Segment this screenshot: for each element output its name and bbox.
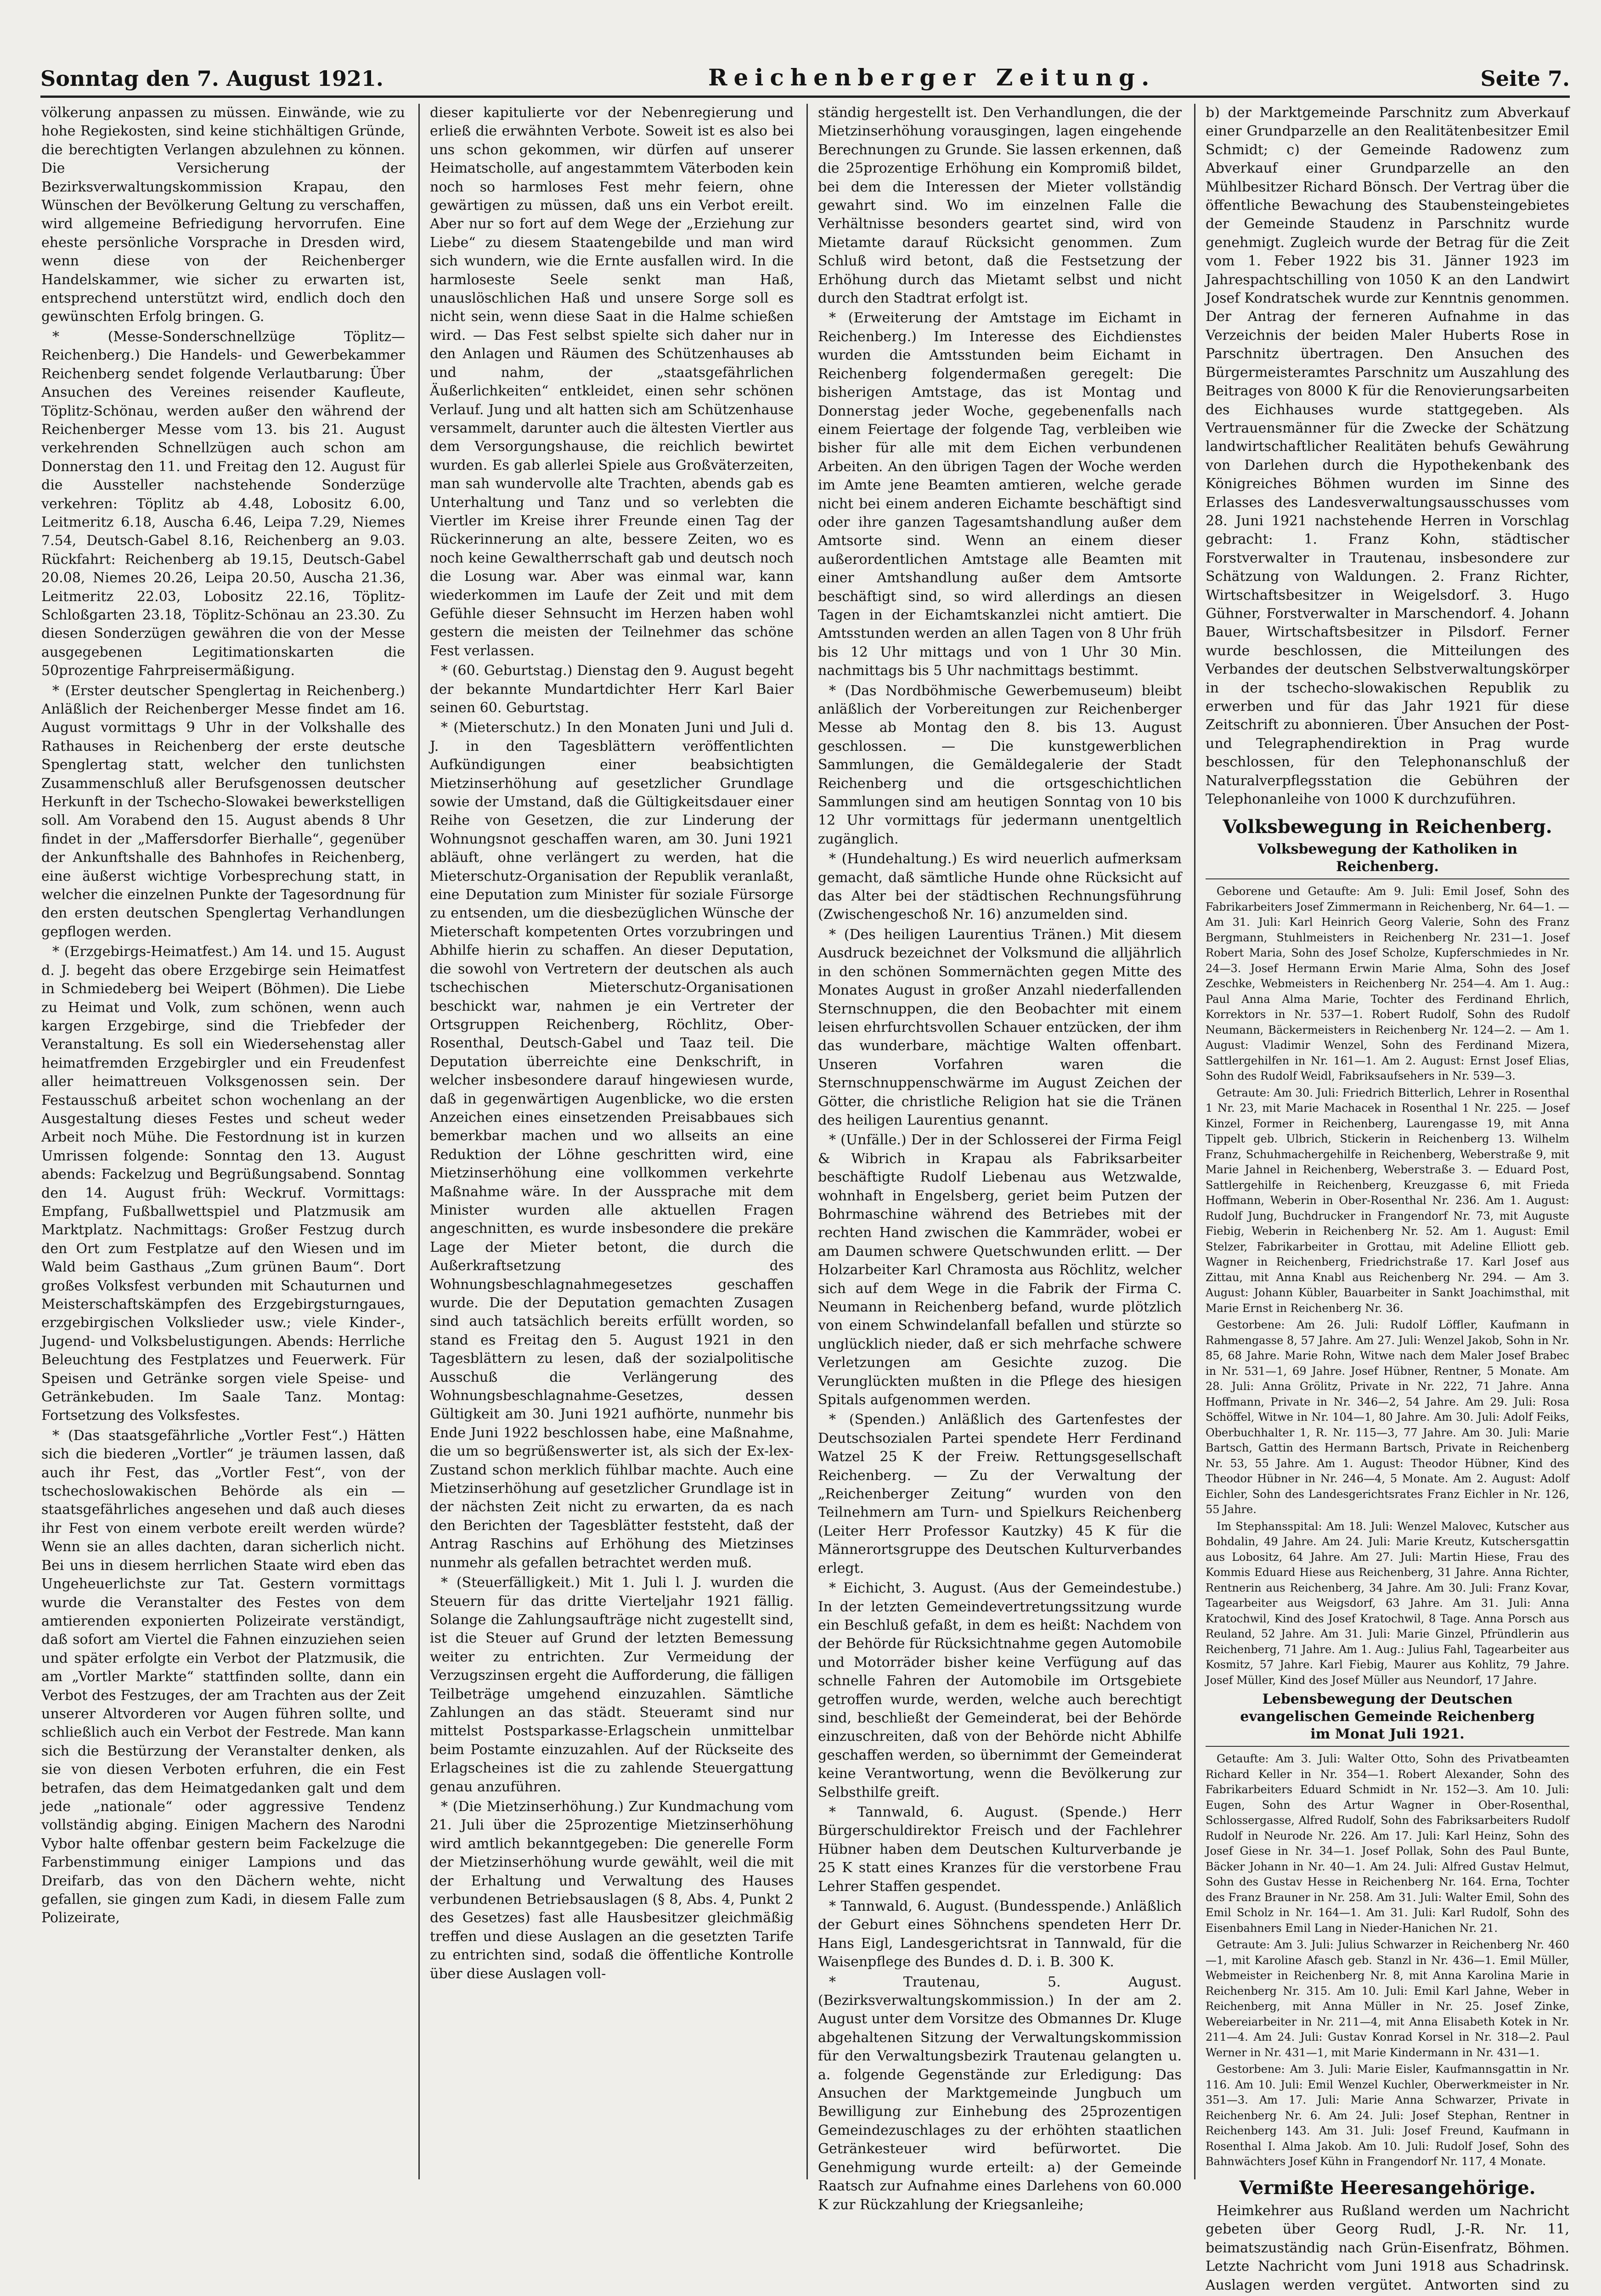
- article-spenden: * (Spenden.) Anläßlich des Gartenfestes der Deutschsozialen Partei spendete Herr Ferdinand Watzel 25 K der Freiw. Rettungsgesellschaft Reichenberg. — Zu der Verwaltung der „Reichenberger Zeitung“ wurden von den Teilnehmern am Turn- und Spielkurs Reichenberg (Leiter Herr Professor Kautzky) 45 K für die Männerortsgruppe des Deutschen Kulturverbandes erlegt.: [818, 1412, 1182, 1576]
- article-geburtstag: * (60. Geburtstag.) Dienstag den 9. August begeht der bekannte Mundartdichter Herr Karl Baier seinen 60. Geburtstag.: [430, 663, 794, 716]
- article-tannwald-bundesspende: * Tannwald, 6. August. (Bundesspende.) Anläßlich der Geburt eines Söhnchens spendeten Herr Dr. Hans Eigl, Landesgerichtsrat in Tannwald, für die Waisenpflege des Bundes d. D. i. B. 300 K.: [818, 1898, 1182, 1970]
- registry-entry: Gestorbene: Am 26. Juli: Rudolf Löffler, Kaufmann in Rahmengasse 8, 57 Jahre. Am 27. Juli: Wenzel Jakob, Sohn in Nr. 85, 68 Jahre. Marie Rohn, Witwe nach dem Maler Josef Brabec in Nr. 531—1, 69 Jahre. Josef Hübner, Rentner, 5 Monate. Am 28. Juli: Anna Grölitz, Private in Nr. 222, 71 Jahre. Anna Hoffmann, Private in Nr. 346—2, 54 Jahre. Am 29. Juli: Rosa Schöffel, Witwe in Nr. 104—1, 80 Jahre. Am 30. Juli: Adolf Feiks, Oberbuchhalter 1, R. Nr. 115—3, 77 Jahre. Am 30. Juli: Marie Bartsch, Gattin des Hermann Bartsch, Private in Reichenberg Nr. 53, 55 Jahre. Am 1. August: Theodor Hübner, Kind des Theodor Hübner in Nr. 246—4, 5 Monate. Am 2. August: Adolf Eichler, Sohn des Landesgerichtsrates Franz Eichler in Nr. 126, 55 Jahre.: [1206, 1318, 1569, 1516]
- header-rule: [40, 96, 1570, 98]
- registry-entry: Getaufte: Am 3. Juli: Walter Otto, Sohn des Privatbeamten Richard Keller in Nr. 354—1. Robert Alexander, Sohn des Fabrikarbeiters Eduard Schmidt in Nr. 152—3. Am 10. Juli: Eugen, Sohn des Artur Wagner in Ober-Rosenthal, Schlossergasse, Alfred Rudolf, Sohn des Fabriksarbeiters Rudolf Rudolf in Neurode Nr. 226. Am 17. Juli: Karl Heinz, Sohn des Josef Giese in Nr. 34—1. Josef Pollak, Sohn des Paul Bunte, Bäcker Johann in Nr. 40—1. Am 24. Juli: Alfred Gustav Helmut, Sohn des Gustav Hesse in Reichenberg Nr. 164. Erna, Tochter des Franz Brauner in Nr. 258. Am 31. Juli: Walter Emil, Sohn des Emil Scholz in Nr. 164—1. Am 31. Juli: Karl Rudolf, Sohn des Eisenbahners Emil Lang in Nieder-Hanichen Nr. 21.: [1206, 1752, 1569, 1935]
- registry-list: [1206, 884, 1569, 1688]
- column-4: [1206, 104, 1569, 2293]
- subsection-heading: Volksbewegung der Katholiken in Reichenberg.: [1206, 841, 1569, 879]
- article-eichicht: * Eichicht, 3. August. (Aus der Gemeindestube.) In der letzten Gemeindevertretungssitzung wurde ein Beschluß gefaßt, in dem es heißt: Nachdem von der Behörde für Rücksichtnahme gegen Automobile und Motorräder bisher keine Verfügung auf das schnelle Fahren der Automobile im Ortsgebiete getroffen wurde, werden, welche auch berechtigt sind, beschließt der Gemeinderat, bei der Behörde einzuschreiten, daß von der Behörde nicht Abhilfe geschaffen werden, so übernimmt der Gemeinderat keine Verantwortung, wenn die Bevölkerung zur Selbsthilfe greift.: [818, 1580, 1182, 1801]
- column-divider: [418, 104, 420, 2179]
- column-2: [430, 104, 794, 2170]
- article-vermisste: Heimkehrer aus Rußland werden um Nachricht gebeten über Georg Rudl, J.-R. Nr. 11, beimatszuständig nach Grün-Eisenfratz, Böhmen. Letzte Nachricht vom Juni 1918 aus Schadrinsk. Auslagen werden vergütet. Antworten sind zu: [1206, 2202, 1569, 2293]
- registry-entry: Getraute: Am 3. Juli: Julius Schwarzer in Reichenberg Nr. 460—1, mit Karoline Afasch geb. Stanzl in Nr. 436—1. Emil Müller, Webmeister in Reichenberg Nr. 8, mit Anna Karolina Marie in Reichenberg Nr. 315. Am 10. Juli: Emil Karl Jahne, Weber in Reichenberg, mit Anna Müller in Nr. 25. Josef Zinke, Webereiarbeiter in Nr. 211—4, mit Anna Elisabeth Kotek in Nr. 211—4. Am 24. Juli: Gustav Konrad Korsel in Nr. 318—2. Paul Werner in Nr. 431—1, mit Marie Kindermann in Nr. 431—1.: [1206, 1938, 1569, 2059]
- article-text: völkerung anpassen zu müssen. Einwände, wie zu hohe Regiekosten, sind keine stichhältigen Gründe, die berechtigten Verlangen abzulehnen zu können. Die Versicherung der Bezirksverwaltungskommission Krapau, den Wünschen der Bevölkerung Geltung zu verschaffen, wird allgemeine Befriedigung hervorrufen. Eine eheste persönliche Vorsprache in Dresden wird, wenn diese von der Reichenberger Handelskammer, wie sicher zu erwarten ist, entsprechend unterstützt wird, endlich doch den gewünschten Erfolg bringen. G.: [41, 105, 405, 325]
- column-divider: [1194, 104, 1195, 2179]
- article-vortler-fest: * (Das staatsgefährliche „Vortler Fest“.) Hätten sich die biederen „Vortler“ je träumen lassen, daß auch ihr Fest, das „Vortler Fest“, von der tschechoslowakischen Behörde als ein — staatsgefährliches angesehen und daß auch dieses ihr Fest von einem verbote ereilt werden würde? Wenn sie an alles dachten, daran sicherlich nicht. Bei uns in diesem herrlichen Staate wird eben das Ungeheuerlichste zur Tat. Gestern vormittags wurde die Veranstalter des Festes von dem amtierenden exponierten Polizeirate verständigt, daß sofort am Viertel die Fahnen einzuziehen seien und später erfolgte ein Verbot der Platzmusik, die am „Vortler Markte“ stattfinden sollte, dann ein Verbot des Festzuges, der am Trachten aus der Zeit unserer Altvorderen vor Augen führen sollte, und schließlich auch ein Verbot der Festrede. Man kann sich die Bestürzung der Veranstalter denken, als sie von diesen Verboten erfuhren, die ein Fest betrafen, das dem Heimatgedanken galt und dem jede „nationale“ oder aggressive Tendenz vollständig abging. Einigen Machern des Narodni Vybor halte offenbar gestern beim Fackelzuge die Farbenstimmung einiger Lampions und das Dreifarb, das von den Dächern wehte, nicht gefallen, sie gingen zum Kadi, in diesem Falle zum Polizeirate,: [41, 1427, 405, 1926]
- registry-entry: Gestorbene: Am 3. Juli: Marie Eisler, Kaufmannsgattin in Nr. 116. Am 10. Juli: Emil Wenzel Kuchler, Oberwerkmeister in Nr. 351—3. Am 17. Juli: Marie Anna Schwarzer, Private in Reichenberg Nr. 6. Am 24. Juli: Josef Stephan, Rentner in Reichenberg 143. Am 31. Juli: Josef Freund, Kaufmann in Rosenthal I. Alma Jakob. Am 10. Juli: Rudolf Josef, Sohn des Bahnwächters Josef Kühn in Frangendorf Nr. 117, 4 Monate.: [1206, 2063, 1569, 2168]
- registry-entry: Im Stephansspital: Am 18. Juli: Wenzel Malovec, Kutscher aus Bohdalin, 49 Jahre. Am 24. Juli: Marie Kreutz, Kutschersgattin aus Lobositz, 64 Jahre. Am 27. Juli: Martin Hiese, Frau des Kommis Eduard Hiese aus Reichenberg, 31 Jahre. Anna Richter, Rentnerin aus Reichenberg, 34 Jahre. Am 30. Juli: Franz Kovar, Tagearbeiter aus Weigsdorf, 63 Jahre. Am 31. Juli: Anna Kratochwil, Kind des Josef Kratochwil, 8 Tage. Anna Porsch aus Reuland, 52 Jahre. Am 31. Juli: Marie Ginzel, Pfründlerin aus Reichenberg, 71 Jahre. Am 1. Aug.: Julius Fahl, Tagearbeiter aus Kosmitz, 57 Jahre. Karl Fiebig, Maurer aus Kohlitz, 79 Jahre. Josef Müller, Kind des Josef Müller aus Neundorf, 17 Jahre.: [1206, 1519, 1569, 1687]
- article-hundehaltung: * (Hundehaltung.) Es wird neuerlich aufmerksam gemacht, daß sämtliche Hunde ohne Rücksicht auf das Alter bei der städtischen Rechnungsführung (Zwischengeschoß Nr. 16) anzumelden sind.: [818, 851, 1182, 923]
- subsection-heading: Lebensbewegung der Deutschen evangelischen Gemeinde Reichenberg im Monat Juli 1921.: [1206, 1691, 1569, 1747]
- page-header: [40, 59, 1570, 91]
- section-heading: Vermißte Heeresangehörige.: [1239, 2177, 1536, 2199]
- article-spenglertag: * (Erster deutscher Spenglertag in Reichenberg.) Anläßlich der Reichenberger Messe findet am 16. August vormittags 9 Uhr in der Volkshalle des Rathauses in Reichenberg der erste deutsche Spenglertag statt, welcher den tunlichsten Zusammenschluß aller Berufsgenossen deutscher Herkunft in der Tschecho-Slowakei bewerkstelligen soll. Am Vorabend den 15. August abends 8 Uhr findet in der „Maffersdorfer Bierhalle“, gegenüber der Ankunftshalle des Bahnhofes in Reichenberg, eine äußerst wichtige Vorbesprechung statt, in welcher die einzelnen Punkte der Tagesordnung für den ersten deutschen Spenglertag Verhandlungen gepflogen werden.: [41, 682, 405, 940]
- article-gewerbemuseum: * (Das Nordböhmische Gewerbemuseum) bleibt anläßlich der Vorbereitungen zur Reichenberger Messe ab Montag den 8. bis 13. August geschlossen. — Die kunstgewerblichen Sammlungen, die Gemäldegalerie der Stadt Reichenberg und die ortsgeschichtlichen Sammlungen sind am heutigen Sonntag von 10 bis 12 Uhr vormittags für jedermann unentgeltlich zugänglich.: [818, 682, 1182, 847]
- article-text: ständig hergestellt ist. Den Verhandlungen, die der Mietzinserhöhung vorausgingen, lagen eingehende Berechnungen zu Grunde. Sie lassen erkennen, daß die 25prozentige Erhöhung ein Kompromiß bildet, bei dem die Interessen der Mieter vollständig gewahrt sind. Wo im einzelnen Falle die Verhältnisse besonders geartet sind, wird von Mietamte darauf Rücksicht genommen. Zum Schluß wird betont, daß die Festsetzung der Erhöhung durch das Mietamt selbst und nicht durch den Stadtrat erfolgt ist.: [818, 105, 1182, 307]
- article-trautenau: * Trautenau, 5. August. (Bezirksverwaltungskommission.) In der am 2. August unter dem Vorsitze des Obmannes Dr. Kluge abgehaltenen Sitzung der Verwaltungskommission für den Verwaltungsbezirk Trautenau gelangten u. a. folgende Gegenstände zur Erledigung: Das Ansuchen der Marktgemeinde Jungbuch um Bewilligung zur Einhebung des 25prozentigen Gemeindezuschlages zu der erhöhten staatlichen Getränkesteuer wird befürwortet. Die Genehmigung wurde erteilt: a) der Gemeinde Raatsch zur Aufnahme eines Darlehens von 60.000 K zur Rückzahlung der Kriegsanleihe;: [818, 1974, 1182, 2213]
- article-mieterschutz: * (Mieterschutz.) In den Monaten Juni und Juli d. J. in den Tagesblättern veröffentlichten Aufkündigungen einer beabsichtigten Mietzinserhöhung auf gesetzlicher Grundlage sowie der Umstand, daß die Gültigkeitsdauer einer Reihe von Gesetzen, die zur Linderung der Wohnungsnot geschaffen waren, am 30. Juni 1921 abläuft, ohne verlängert zu werden, hat die Mieterschutz-Organisation der Republik veranlaßt, eine Deputation zum Minister für soziale Fürsorge zu entsenden, um die diesbezüglichen Wünsche der Mieterschaft kompetenten Ortes vorzubringen und Abhilfe hierin zu schaffen. An dieser Deputation, die sowohl von Vertretern der deutschen als auch tschechischen Mieterschutz-Organisationen beschickt war, nahmen je ein Vertreter der Ortsgruppen Reichenberg, Röchlitz, Ober-Rosenthal, Deutsch-Gabel und Taaz teil. Die Deputation überreichte eine Denkschrift, in welcher insbesondere darauf hingewiesen wurde, daß in gegenwärtigen Augenblicke, wo die ersten Anzeichen eines einsetzenden Preisabbaues sich bemerkbar machen und wo allseits an eine Reduktion der Löhne geschritten wird, eine Mietzinserhöhung eine vollkommen verkehrte Maßnahme wäre. In der Aussprache mit dem Minister wurden alle aktuellen Fragen angeschnitten, es wurde insbesondere die prekäre Lage der Mieter betont, die durch die Außerkraftsetzung des Wohnungsbeschlagnahmegesetzes geschaffen wurde. Die der Deputation gemachten Zusagen sind auch tatsächlich bereits erfüllt worden, so stand es Freitag den 5. August 1921 in den Tagesblättern zu lesen, daß der sozialpolitische Ausschuß die Verlängerung des Wohnungsbeschlagnahme-Gesetzes, dessen Gültigkeit am 30. Juni 1921 aufhörte, nunmehr bis Ende Juni 1922 beschlossen habe, eine Maßnahme, die um so begrüßenswerter ist, als sich der Ex-lex-Zustand schon merklich fühlbar machte. Auch eine Mietzinserhöhung auf gesetzlicher Grundlage ist in der nächsten Zeit nicht zu erwarten, da es nach den Berichten der Tagesblätter feststeht, daß der Antrag Raschins auf Erhöhung des Mietzinses nunmehr als gefallen betrachtet werden muß.: [430, 720, 794, 1571]
- section-heading: Volksbewegung in Reichenberg.: [1223, 816, 1552, 838]
- registry-list: [1206, 1751, 1569, 2170]
- registry-entry: Geborene und Getaufte: Am 9. Juli: Emil Josef, Sohn des Fabrikarbeiters Josef Zimmermann in Reichenberg, Nr. 64—1. — Am 31. Juli: Karl Heinrich Georg Valerie, Sohn des Franz Bergmann, Stuhlmeisters in Reichenberg Nr. 231—1. Josef Robert Maria, Sohn des Josef Scholze, Kupferschmiedes in Nr. 24—3. Josef Hermann Erwin Marie Alma, Sohn des Josef Zeschke, Webmeisters in Reichenberg Nr. 254—4. Am 1. Aug.: Paul Anna Alma Marie, Tochter des Ferdinand Ehrlich, Korrektors in Nr. 537—1. Robert Rudolf, Sohn des Rudolf Neumann, Bäckermeisters in Reichenberg Nr. 124—2. — Am 1. August: Vladimir Wenzel, Sohn des Ferdinand Mizera, Sattlergehilfen in Nr. 161—1. Am 2. August: Ernst Josef Elias, Sohn des Rudolf Weidl, Fabriksaufsehers in Nr. 539—3.: [1206, 885, 1569, 1083]
- registry-entry: Getraute: Am 30. Juli: Friedrich Bitterlich, Lehrer in Rosenthal 1 Nr. 23, mit Marie Machacek in Rosenthal 1 Nr. 225. — Josef Kinzel, Former in Reichenberg, Laurengasse 19, mit Anna Tippelt geb. Ulbrich, Stickerin in Reichenberg 13. Wilhelm Franz, Schuhmachergehilfe in Reichenberg, Weberstraße 9, mit Marie Jahnel in Reichenberg, Weberstraße 3. — Eduard Post, Sattlergehilfe in Reichenberg, Kreuzgasse 6, mit Frieda Hoffmann, Weberin in Ober-Rosenthal Nr. 236. Am 1. August: Rudolf Jung, Buchdrucker in Frangendorf Nr. 73, mit Auguste Fiebig, Weberin in Reichenberg Nr. 52. Am 1. August: Emil Stelzer, Fabrikarbeiter in Grottau, mit Adeline Elliott geb. Wagner in Reichenberg, Friedrichstraße 17. Karl Josef aus Zittau, mit Anna Knabl aus Reichenberg Nr. 294. — Am 3. August: Johann Kübler, Bauarbeiter in Sankt Joachimsthal, mit Marie Ernst in Reichenberg Nr. 36.: [1206, 1086, 1569, 1315]
- masthead: Reichenberger Zeitung.: [708, 64, 1156, 91]
- article-messe-sonderzuege: * (Messe-Sonderschnellzüge Töplitz—Reichenberg.) Die Handels- und Gewerbekammer Reichenberg sendet folgende Verlautbarung: Über Ansuchen des Vereines reisender Kaufleute, Töplitz-Schönau, werden außer den während der Reichenberger Messe vom 13. bis 21. August verkehrenden Schnellzügen auch schon am Donnerstag den 11. und Freitag den 12. August für die Aussteller nachstehende Sonderzüge verkehren: Töplitz ab 4.48, Lobositz 6.00, Leitmeritz 6.18, Auscha 6.46, Leipa 7.29, Niemes 7.54, Deutsch-Gabel 8.16, Reichenberg an 9.03. Rückfahrt: Reichenberg ab 19.15, Deutsch-Gabel 20.08, Niemes 20.26, Leipa 20.50, Auscha 21.36, Leitmeritz 22.03, Lobositz 22.16, Töplitz-Schloßgarten 23.18, Töplitz-Schönau an 23.30. Zu diesen Sonderzügen gewähren die von der Messe ausgegebenen Legitimationskarten die 50prozentige Fahrpreisermäßigung.: [41, 328, 405, 679]
- article-steuerfaelligkeit: * (Steuerfälligkeit.) Mit 1. Juli l. J. wurden die Steuern für das dritte Vierteljahr 1921 fällig. Solange die Zahlungsaufträge nicht zugestellt sind, ist die Steuer auf Grund der letzten Bemessung weiter zu entrichten. Zur Vermeidung der Verzugszinsen ergeht die Aufforderung, die fälligen Teilbeträge umgehend einzuzahlen. Sämtliche Zahlungen an das städt. Steueramt sind nur mittelst Postsparkasse-Erlagschein unmittelbar beim Postamte einzuzahlen. Auf der Rückseite des Erlagscheines ist die zu zahlende Steuergattung genau anzuführen.: [430, 1575, 794, 1795]
- article-laurentius: * (Des heiligen Laurentius Tränen.) Mit diesem Ausdruck bezeichnet der Volksmund die alljährlich in den schönen Sommernächten gegen Mitte des Monates August in großer Anzahl niederfallenden Sternschnuppen, die den Beobachter mit einem leisen ehrfurchtsvollen Schauer entzücken, der ihm das wunderbare, mächtige Walten offenbart. Unseren Vorfahren waren die Sternschnuppenschwärme im August Zeichen der Götter, die christliche Religion hat sie die Tränen des heiligen Laurentius genannt.: [818, 926, 1182, 1128]
- issue-date: Sonntag den 7. August 1921.: [40, 66, 383, 91]
- article-mietzinserhoehung: * (Die Mietzinserhöhung.) Zur Kundmachung vom 21. Juli über die 25prozentige Mietzinserhöhung wird amtlich bekanntgegeben: Die generelle Form der Mietzinserhöhung wurde gewählt, weil die mit der Erhaltung und Verwaltung des Hauses verbundenen Betriebsauslagen (§ 8, Abs. 4, Punkt 2 des Gesetzes) fast alle Hausbesitzer gleichmäßig treffen und diese Auslagen an die gesetzten Tarife zu entrichten sind, sodaß die öffentliche Kontrolle über diese Auslagen voll-: [430, 1798, 794, 1982]
- article-unfaelle: * (Unfälle.) Der in der Schlosserei der Firma Feigl & Wibrich in Krapau als Fabriksarbeiter beschäftigte Rudolf Liebenau aus Wetzwalde, wohnhaft in Engelsberg, geriet beim Putzen der Bohrmaschine während des Betriebes mit der rechten Hand zwischen die Kammräder, wobei er am Daumen schwere Quetschwunden erlitt. — Der Holzarbeiter Karl Chramosta aus Röchlitz, welcher sich auf dem Wege in die Fabrik der Firma C. Neumann in Reichenberg befand, wurde plötzlich von einem Schwindelanfall befallen und stürzte so unglücklich nieder, daß er sich mehrfache schwere Verletzungen am Gesichte zuzog. Die Verunglückten mußten in die Pflege des hiesigen Spitals aufgenommen werden.: [818, 1132, 1182, 1408]
- column-3: [818, 104, 1182, 2213]
- article-text: dieser kapitulierte vor der Nebenregierung und erließ die erwähnten Verbote. Soweit ist es also bei uns schon gekommen, wir dürfen auf unserer Heimatscholle, auf angestammtem Väterboden kein noch so harmloses Fest mehr feiern, ohne gewärtigen zu müssen, daß uns ein Verbot ereilt. Aber nur so fort auf dem Wege der „Erziehung zur Liebe“ zu diesem Staatengebilde und man wird sich wundern, wie die Ernte ausfallen wird. In die harmloseste Seele senkt man Haß, unauslöschlichen Haß und unsere Sorge soll es nicht sein, wenn diese Saat in die Halme schießen wird. — Das Fest selbst spielte sich daher nur in den Anlagen und Räumen des Schützenhauses ab und nahm, der „staatsgefährlichen Äußerlichkeiten“ entkleidet, einen sehr schönen Verlauf. Jung und alt hatten sich am Schützenhause versammelt, darunter auch die ältesten Viertler aus dem Versorgungshause, die reichlich bewirtet wurden. Es gab allerlei Spiele aus Großväterzeiten, man sah wundervolle alte Trachten, abends gab es Unterhaltung und Tanz und so verlebten die Viertler im Kreise ihrer Freunde einen Tag der Rückerinnerung an alte, bessere Zeiten, wo es noch keine Gewaltherrschaft gab und deutsch noch die Losung war. Aber was einmal war, kann wiederkommen im Laufe der Zeit und mit dem Gefühle dieser Sehnsucht im Herzen haben wohl gestern die meisten der Teilnehmer das schöne Fest verlassen.: [430, 105, 794, 659]
- article-tannwald-spende: * Tannwald, 6. August. (Spende.) Herr Bürgerschuldirektor Freisch und der Fachlehrer Hübner haben dem Deutschen Kulturverbande je 25 K statt eines Kranzes für die verstorbene Frau Lehrer Staffen gespendet.: [818, 1804, 1182, 1895]
- page-number: Seite 7.: [1480, 66, 1570, 91]
- article-eichamt: * (Erweiterung der Amtstage im Eichamt in Reichenberg.) Im Interesse des Eichdienstes wurden die Amtsstunden beim Eichamt in Reichenberg folgendermaßen geregelt: Die bisherigen Amtstage, das ist Montag und Donnerstag jeder Woche, gegebenenfalls nach einem Feiertage der folgende Tag, verbleiben wie bisher für alle mit dem Eichen verbundenen Arbeiten. An den übrigen Tagen der Woche werden im Amte jene Beamten amtieren, welche gerade nicht bei einem anderen Eichamte beschäftigt sind oder ihre ganzen Tagesamtshandlung außer dem Amtsorte sind. Wenn an einem dieser außerordentlichen Amtstage alle Beamten mit einer Amtshandlung außer dem Amtsorte beschäftigt sind, so wird allerdings an diesen Tagen in der Eichamtskanzlei nicht amtiert. Die Amtsstunden werden an allen Tagen von 8 Uhr früh bis 12 Uhr mittags und von 1 Uhr 30 Min. nachmittags bis 5 Uhr nachmittags bestimmt.: [818, 310, 1182, 679]
- article-text: b) der Marktgemeinde Parschnitz zum Abverkauf einer Grundparzelle an den Realitätenbesitzer Emil Schmidt; c) der Gemeinde Radowenz zum Abverkauf einer Grundparzelle an den Mühlbesitzer Richard Bönsch. Der Vertrag über die öffentliche Bewachung des Staubensteingebietes der Gemeinde Staudenz in Parschnitz wurde genehmigt. Zugleich wurde der Betrag für die Zeit vom 1. Feber 1922 bis 31. Jänner 1923 im Jahrespachtschilling von 1050 K an den Landwirt Josef Kondratschek wurde zur Kenntnis genommen. Der Antrag der ferneren Aufnahme in das Verzeichnis der beiden Maler Huberts Rose in Parschnitz übertragen. Den Ansuchen des Bürgermeisteramtes Parschnitz um Auszahlung des Beitrages von 8000 K für die Renovierungsarbeiten des Eichhauses wurde stattgegeben. Als Vertrauensmänner für die Zwecke der Schätzung landwirtschaftlicher Realitäten behufs Gewährung von Darlehen durch die Hypothekenbank des Königreiches Böhmen wurden im Sinne des Erlasses des Landesverwaltungsausschusses vom 28. Juni 1921 nachstehende Herren in Vorschlag gebracht: 1. Franz Kohn, städtischer Forstverwalter in Trautenau, insbesondere zur Schätzung von Waldungen. 2. Franz Richter, Wirtschaftsbesitzer in Weigelsdorf. 3. Hugo Gühner, Forstverwalter in Marschendorf. 4. Johann Bauer, Wirtschaftsbesitzer in Pilsdorf. Ferner wurde beschlossen, die Mitteilungen des Verbandes der deutschen Selbstverwaltungskörper in der tschecho-slowakischen Republik zu erwerben und für das Jahr 1921 für diese Zeitschrift zu abonnieren. Über Ansuchen der Post- und Telegraphendirektion in Prag wurde beschlossen, für den Telephonanschluß der Naturalverpflegsstation die Gebühren der Telephonanleihe von 1000 K durchzuführen.: [1206, 105, 1569, 808]
- column-1: [41, 104, 405, 2170]
- article-erzgebirgs-heimatfest: * (Erzgebirgs-Heimatfest.) Am 14. und 15. August d. J. begeht das obere Erzgebirge sein Heimatfest in Schmiedeberg bei Weipert (Böhmen). Die Liebe zu Heimat und Volk, zum schönen, wenn auch kargen Erzgebirge, sind die Triebfeder der Veranstaltung. Es soll ein Wiedersehenstag aller heimatfremden Erzgebirgler und ein Freudenfest aller heimattreuen Volksgenossen sein. Der Festausschuß arbeitet schon wochenlang an der Ausgestaltung dieses Festes und scheut weder Arbeit noch Mühe. Die Festordnung ist in kurzen Umrissen folgende: Sonntag den 13. August abends: Fackelzug und Begrüßungsabend. Sonntag den 14. August früh: Weckruf. Vormittags: Empfang, Fußballwettspiel und Platzmusik am Marktplatz. Nachmittags: Großer Festzug durch den Ort zum Festplatze auf den Wiesen und im Wald beim Gasthaus „Zum grünen Baum“. Dort großes Volksfest verbunden mit Schauturnen und Meisterschaftskämpfen des Erzgebirgsturngaues, erzgebirgischen Volkslieder usw.; viele Kinder-, Jugend- und Volksbelustigungen. Abends: Herrliche Beleuchtung des Festplatzes und Feuerwerk. Für Speisen und Getränke sorgen viele Speise- und Getränkebuden. Im Saale Tanz. Montag: Fortsetzung des Volksfestes.: [41, 944, 405, 1424]
- column-divider: [806, 104, 808, 2179]
